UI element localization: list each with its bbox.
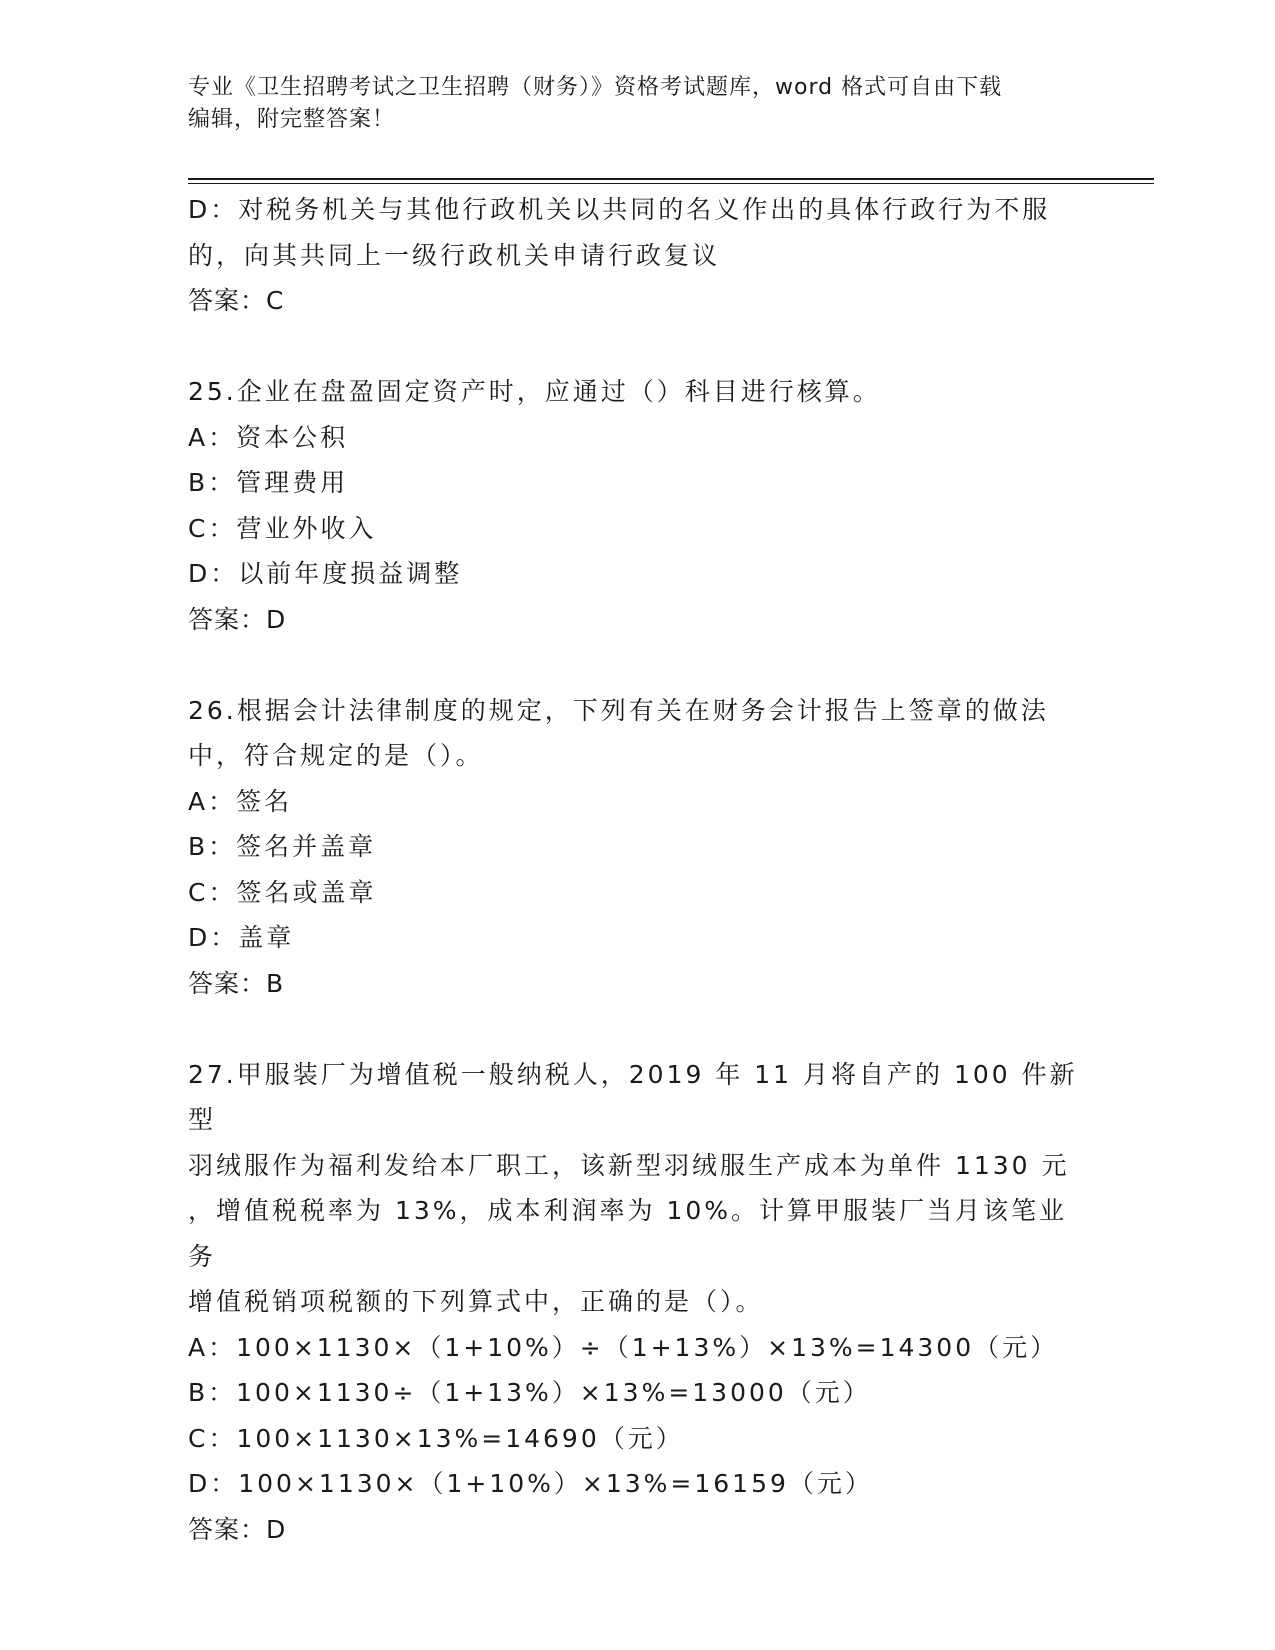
header-divider-thin (188, 183, 1154, 184)
question-stem: 25.企业在盘盈固定资产时，应通过（）科目进行核算。 (188, 377, 881, 406)
option-b: B：100×1130÷（1+13%）×13%=13000（元） (188, 1378, 871, 1407)
question-stem-continued: 增值税销项税额的下列算式中，正确的是（）。 (188, 1287, 764, 1316)
answer: 答案：D (188, 604, 287, 634)
option-c: C：营业外收入 (188, 513, 377, 543)
previous-question-tail (188, 187, 1088, 324)
header-line-1: 专业《卫生招聘考试之卫生招聘（财务）》资格考试题库，word 格式可自由下载 (188, 75, 1003, 100)
question-26 (188, 688, 1088, 1007)
question-27 (188, 1052, 1088, 1553)
option-a: A：100×1130×（1+10%）÷（1+13%）×13%=14300（元） (188, 1332, 1059, 1362)
option-b: B：签名并盖章 (188, 832, 377, 861)
answer: 答案：D (188, 1514, 287, 1544)
option-d: D：盖章 (188, 923, 295, 952)
question-stem-continued: 羽绒服作为福利发给本厂职工，该新型羽绒服生产成本为单件 1130 元 (188, 1150, 1070, 1180)
option-a: A：签名 (188, 786, 293, 816)
option-b: B：管理费用 (188, 468, 349, 497)
question-stem-continued: ，增值税税率为 13%，成本利润率为 10%。计算甲服装厂当月该笔业务 (188, 1196, 1068, 1271)
header-line-2: 编辑，附完整答案！ (188, 107, 396, 132)
option-d: D：100×1130×（1+10%）×13%=16159（元） (188, 1469, 873, 1498)
question-25 (188, 369, 1088, 642)
option-d-continued: 的，向其共同上一级行政机关申请行政复议 (188, 240, 721, 270)
option-c: C：100×1130×13%=14690（元） (188, 1423, 684, 1453)
option-c: C：签名或盖章 (188, 877, 377, 907)
option-d: D：以前年度损益调整 (188, 559, 463, 588)
answer: 答案：B (188, 968, 285, 998)
question-stem: 27.甲服装厂为增值税一般纳税人，2019 年 11 月将自产的 100 件新型 (188, 1059, 1078, 1134)
option-d: D：对税务机关与其他行政机关以共同的名义作出的具体行政行为不服 (188, 195, 1051, 224)
question-stem-continued: 中，符合规定的是（）。 (188, 741, 484, 770)
question-content (188, 187, 1088, 1598)
answer: 答案：C (188, 286, 285, 315)
option-a: A：资本公积 (188, 422, 349, 452)
document-header (188, 72, 1088, 136)
header-divider-thick (188, 178, 1154, 180)
question-stem: 26.根据会计法律制度的规定，下列有关在财务会计报告上签章的做法 (188, 695, 1049, 725)
